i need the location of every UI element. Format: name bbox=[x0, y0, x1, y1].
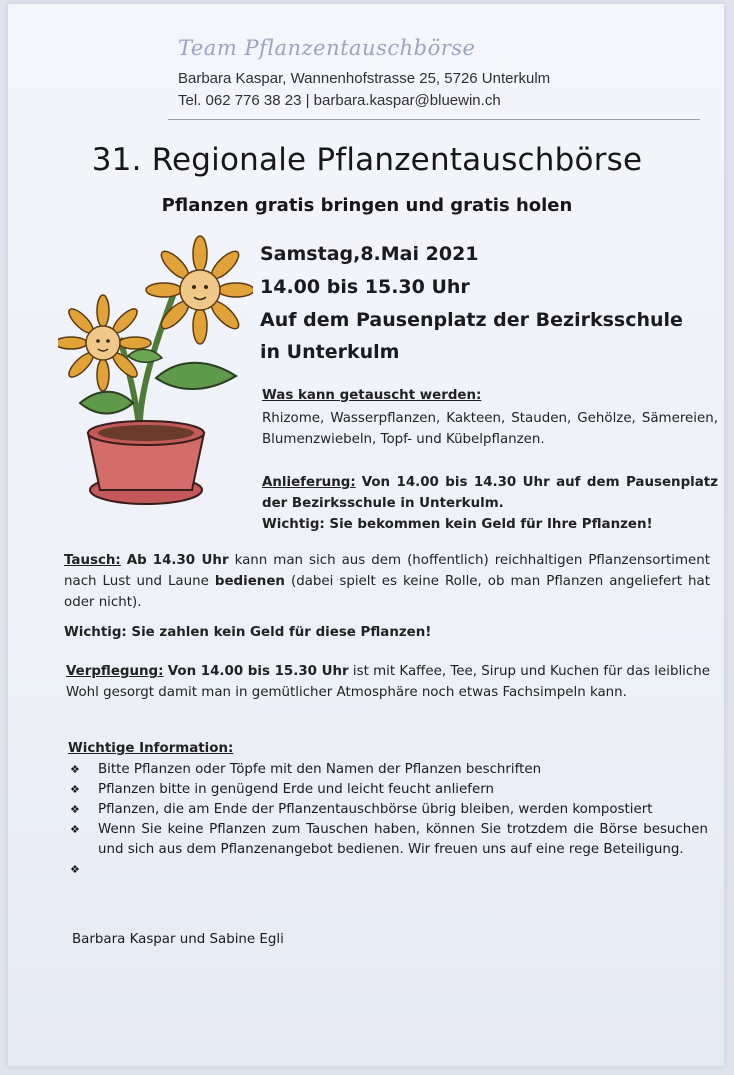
anlieferung-label: Anlieferung: bbox=[262, 475, 356, 490]
header-address: Barbara Kaspar, Wannenhofstrasse 25, 5726 Unterkulm bbox=[178, 70, 551, 87]
sunflower-left bbox=[58, 295, 151, 391]
page-title: 31. Regionale Pflanzentauschbörse bbox=[91, 142, 643, 178]
team-logo-text: Team Pflanzentauschbörse bbox=[178, 36, 476, 60]
leaf-left bbox=[80, 392, 133, 414]
event-place-line-1: Auf dem Pausenplatz der Bezirksschule bbox=[260, 309, 683, 331]
page-subtitle: Pflanzen gratis bringen und gratis holen bbox=[161, 195, 573, 216]
anlieferung-note: Wichtig: Sie bekommen kein Geld für Ihre Pflanzen! bbox=[262, 517, 653, 532]
bullet-icon: ❖ bbox=[70, 763, 80, 776]
verpflegung-section: Verpflegung: Von 14.00 bis 15.30 Uhr ist mit Kaffee, Tee, Sirup und Kuchen für das leibliche Wohl gesorgt damit man in gemütlicher Atmosphäre noch etwas Fachsimpeln kann. bbox=[66, 664, 710, 700]
event-date: Samstag,8.Mai 2021 bbox=[260, 243, 479, 265]
list-item: ❖ Pflanzen, die am Ende der Pflanzentauschbörse übrig bleiben, werden kompostiert bbox=[68, 800, 708, 820]
event-time: 14.00 bis 15.30 Uhr bbox=[260, 276, 470, 298]
list-item: ❖ Bitte Pflanzen oder Töpfe mit den Namen der Pflanzen beschriften bbox=[68, 760, 708, 780]
anlieferung-text: Von 14.00 bis 14.30 Uhr auf dem Pausenplatz der Bezirksschule in Unterkulm. bbox=[262, 475, 718, 511]
header-contact: Tel. 062 776 38 23 | barbara.kaspar@bluewin.ch bbox=[178, 92, 501, 109]
bullet-icon: ❖ bbox=[70, 823, 80, 836]
list-item: ❖ Pflanzen bitte in genügend Erde und leicht feucht anliefern bbox=[68, 780, 708, 800]
list-item bbox=[68, 860, 708, 880]
bullet-icon: ❖ bbox=[70, 863, 80, 876]
event-place-line-2: in Unterkulm bbox=[260, 341, 400, 363]
tausch-label: Tausch: bbox=[64, 553, 121, 568]
pot-soil bbox=[98, 425, 194, 441]
info-heading: Wichtige Information: bbox=[68, 741, 234, 756]
list-item: ❖ Wenn Sie keine Pflanzen zum Tauschen haben, können Sie trotzdem die Börse besuchen und sich aus dem Pflanzenangebot bedienen. Wir freuen uns auf eine rege Beteiligung. bbox=[70, 822, 708, 857]
sunflower-top bbox=[146, 236, 253, 344]
signature: Barbara Kaspar und Sabine Egli bbox=[72, 932, 284, 947]
bullet-icon: ❖ bbox=[70, 783, 80, 796]
sunflower-pot-icon bbox=[58, 228, 253, 518]
bullet-icon: ❖ bbox=[70, 803, 80, 816]
tausch-items-heading: Was kann getauscht werden: bbox=[262, 388, 482, 403]
tausch-note: Wichtig: Sie zahlen kein Geld für diese Pflanzen! bbox=[64, 625, 432, 640]
anlieferung-section bbox=[262, 472, 718, 514]
info-list bbox=[68, 760, 708, 880]
tausch-items-text: Rhizome, Wasserpflanzen, Kakteen, Stauden, Gehölze, Sämereien, Blumenzwiebeln, Topf- und Kübelpflanzen. bbox=[262, 411, 718, 447]
leaf-right bbox=[156, 363, 236, 389]
tausch-section: Tausch: Ab 14.30 Uhr kann man sich aus dem (hoffentlich) reichhaltigen Pflanzensortiment nach Lust und Laune bedienen (dabei spielt es keine Rolle, ob man Pflanzen angeliefert hat oder nicht). bbox=[64, 553, 710, 610]
header-divider bbox=[168, 119, 700, 120]
verpflegung-label: Verpflegung: bbox=[66, 664, 164, 679]
